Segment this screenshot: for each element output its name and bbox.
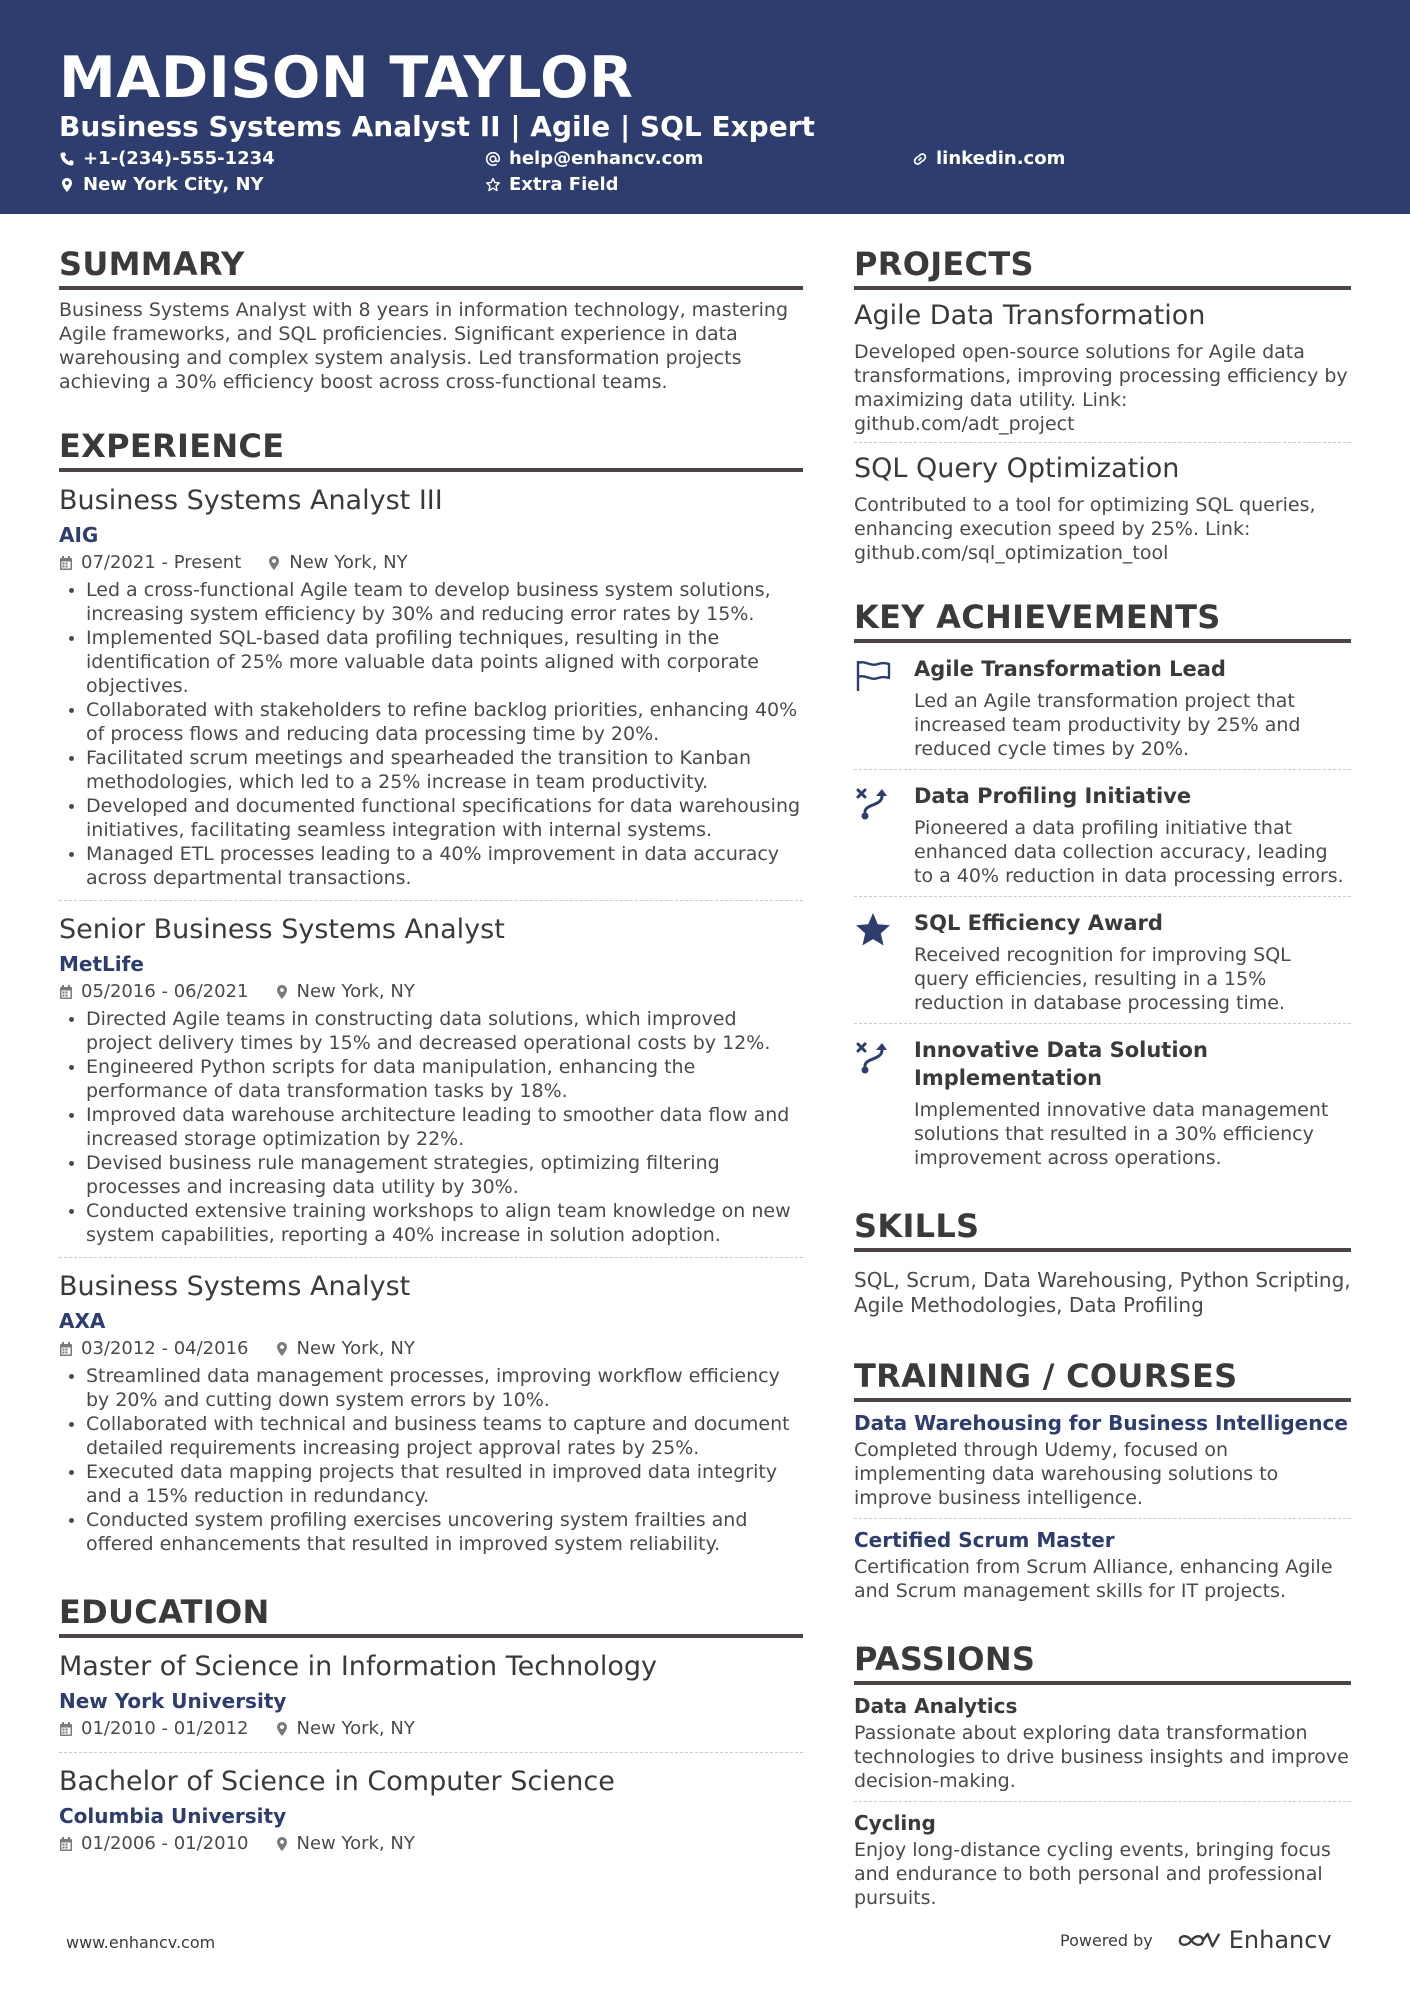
course-description: Completed through Udemy, focused on implementing data warehousing solutions to improve business intelligence.	[854, 1439, 1279, 1509]
location-text: New York City, NY	[83, 174, 264, 195]
degree-title: Bachelor of Science in Computer Science	[59, 1766, 615, 1797]
experience-heading: EXPERIENCE	[59, 426, 803, 472]
experience-list	[59, 472, 803, 1566]
job-bullet: Collaborated with technical and business teams to capture and document detailed requirements increasing project approval rates by 25%.	[59, 1412, 803, 1460]
experience-item	[59, 472, 803, 901]
education-section	[59, 1592, 803, 1867]
achievement-title: SQL Efficiency Award	[914, 911, 1163, 935]
achievements-section	[854, 597, 1351, 1178]
achievement-title: Data Profiling Initiative	[914, 784, 1192, 808]
linkedin-text: linkedin.com	[936, 148, 1066, 169]
location-pin-icon	[59, 177, 75, 193]
job-bullets	[59, 1007, 803, 1247]
education-location: New York, NY	[296, 1718, 415, 1739]
job-location: New York, NY	[289, 552, 408, 573]
job-bullet: Engineered Python scripts for data manipulation, enhancing the performance of data transformation tasks by 18%.	[59, 1055, 803, 1103]
footer-website[interactable]: www.enhancv.com	[66, 1933, 216, 1952]
passion-title: Cycling	[854, 1811, 936, 1835]
phone-icon	[59, 151, 75, 167]
achievement-description: Led an Agile transformation project that increased team productivity by 25% and reduced cycle times by 20%.	[914, 690, 1301, 760]
job-bullet: Facilitated scrum meetings and spearheaded the transition to Kanban methodologies, which led to a 25% increase in team productivity.	[59, 746, 803, 794]
job-bullet: Streamlined data management processes, improving workflow efficiency by 20% and cutting down system errors by 10%.	[59, 1364, 803, 1412]
experience-item	[59, 1258, 803, 1566]
training-section	[854, 1356, 1351, 1611]
email-text: help@enhancv.com	[509, 148, 704, 169]
education-meta	[59, 1716, 803, 1742]
route-icon	[854, 784, 892, 822]
job-title: Business Systems Analyst III	[59, 485, 443, 516]
summary-section	[59, 244, 803, 394]
contact-email[interactable]	[485, 147, 703, 171]
job-meta	[59, 979, 803, 1005]
job-location: New York, NY	[296, 981, 415, 1002]
location-pin-icon	[275, 1721, 289, 1737]
achievement-title: Innovative Data Solution Implementation	[914, 1038, 1208, 1090]
achievement-item	[854, 1024, 1351, 1178]
job-dates: 07/2021 - Present	[81, 552, 242, 573]
calendar-icon	[59, 984, 73, 1000]
project-item	[854, 443, 1351, 571]
extra-field-text: Extra Field	[509, 174, 619, 195]
job-dates: 05/2016 - 06/2021	[81, 981, 249, 1002]
job-bullet: Devised business rule management strategies, optimizing filtering processes and increasing data utility by 30%.	[59, 1151, 803, 1199]
course-item	[854, 1402, 1351, 1519]
achievement-description: Pioneered a data profiling initiative that enhanced data collection accuracy, leading to a 40% reduction in data processing errors.	[914, 817, 1344, 887]
projects-section	[854, 244, 1351, 571]
contact-linkedin[interactable]	[912, 147, 1065, 171]
job-meta	[59, 1336, 803, 1362]
brand-name: Enhancv	[1228, 1926, 1332, 1954]
passion-item	[854, 1802, 1351, 1918]
enhancv-logo-icon	[1177, 1929, 1223, 1952]
course-description: Certification from Scrum Alliance, enhancing Agile and Scrum management skills for IT projects.	[854, 1556, 1333, 1602]
project-description: Developed open-source solutions for Agile data transformations, improving processing efficiency by maximizing data utility. Link: github.com/adt_project	[854, 341, 1348, 435]
education-dates: 01/2010 - 01/2012	[81, 1718, 249, 1739]
job-title: Senior Business Systems Analyst	[59, 914, 505, 945]
job-bullet: Conducted system profiling exercises uncovering system frailties and offered enhancements that resulted in improved system reliability.	[59, 1508, 803, 1556]
footer-branding	[1060, 1926, 1332, 1954]
job-bullet: Executed data mapping projects that resulted in improved data integrity and a 15% reduction in redundancy.	[59, 1460, 803, 1508]
powered-by-text: Powered by	[1060, 1930, 1153, 1950]
project-description: Contributed to a tool for optimizing SQL queries, enhancing execution speed by 25%. Link: github.com/sql_optimization_tool	[854, 494, 1316, 564]
passion-title: Data Analytics	[854, 1694, 1018, 1718]
contact-extra	[485, 173, 619, 197]
project-title: SQL Query Optimization	[854, 453, 1180, 484]
location-pin-icon	[267, 555, 281, 571]
route-icon	[854, 1038, 892, 1076]
project-title: Agile Data Transformation	[854, 300, 1206, 331]
education-item	[59, 1753, 803, 1867]
company-name: AXA	[59, 1309, 106, 1333]
star-icon	[854, 911, 892, 949]
job-bullet: Conducted extensive training workshops to align team knowledge on new system capabilities, reporting a 40% increase in solution adoption.	[59, 1199, 803, 1247]
school-name: Columbia University	[59, 1804, 287, 1828]
job-bullets	[59, 578, 803, 890]
course-item	[854, 1519, 1351, 1611]
calendar-icon	[59, 1836, 73, 1852]
candidate-name: MADISON TAYLOR	[59, 45, 634, 111]
summary-text: Business Systems Analyst with 8 years in information technology, mastering Agile frameworks, and SQL proficiencies. Significant experience in data warehousing and complex system analysis. Led transformation projects achieving a 30% efficiency boost across cross-functional teams.	[59, 299, 789, 393]
location-pin-icon	[275, 984, 289, 1000]
course-title: Certified Scrum Master	[854, 1528, 1115, 1552]
passion-description: Passionate about exploring data transformation technologies to drive business insights and improve decision-making.	[854, 1722, 1349, 1792]
job-bullet: Developed and documented functional specifications for data warehousing initiatives, facilitating seamless integration with internal systems.	[59, 794, 803, 842]
at-icon	[485, 151, 501, 167]
skills-section	[854, 1206, 1351, 1318]
company-name: MetLife	[59, 952, 144, 976]
job-bullet: Directed Agile teams in constructing data solutions, which improved project delivery times by 15% and decreased operational costs by 12%.	[59, 1007, 803, 1055]
job-bullet: Collaborated with stakeholders to refine backlog priorities, enhancing 40% of process flows and reducing data processing time by 20%.	[59, 698, 803, 746]
location-pin-icon	[275, 1341, 289, 1357]
left-column	[59, 244, 803, 1899]
job-title: Business Systems Analyst	[59, 1271, 411, 1302]
enhancv-logo[interactable]	[1177, 1926, 1332, 1954]
projects-heading: PROJECTS	[854, 244, 1351, 290]
job-bullet: Managed ETL processes leading to a 40% improvement in data accuracy across departmental transactions.	[59, 842, 803, 890]
job-bullet: Led a cross-functional Agile team to develop business system solutions, increasing system efficiency by 30% and reducing error rates by 15%.	[59, 578, 803, 626]
passion-item	[854, 1685, 1351, 1802]
job-bullets	[59, 1364, 803, 1556]
passion-description: Enjoy long-distance cycling events, bringing focus and endurance to both personal and professional pursuits.	[854, 1839, 1331, 1909]
phone-text: +1-(234)-555-1234	[83, 148, 275, 169]
job-bullet: Improved data warehouse architecture leading to smoother data flow and increased storage optimization by 22%.	[59, 1103, 803, 1151]
right-column	[854, 244, 1351, 1950]
star-outline-icon	[485, 177, 501, 193]
degree-title: Master of Science in Information Technology	[59, 1651, 657, 1682]
education-item	[59, 1638, 803, 1753]
passions-section	[854, 1639, 1351, 1918]
achievement-description: Implemented innovative data management solutions that resulted in a 30% efficiency improvement across operations.	[914, 1099, 1329, 1169]
company-name: AIG	[59, 523, 99, 547]
education-location: New York, NY	[296, 1833, 415, 1854]
course-title: Data Warehousing for Business Intelligence	[854, 1411, 1348, 1435]
project-item	[854, 290, 1351, 443]
education-heading: EDUCATION	[59, 1592, 803, 1638]
achievement-title: Agile Transformation Lead	[914, 657, 1226, 681]
job-dates: 03/2012 - 04/2016	[81, 1338, 249, 1359]
summary-heading: SUMMARY	[59, 244, 803, 290]
education-dates: 01/2006 - 01/2010	[81, 1833, 249, 1854]
experience-item	[59, 901, 803, 1258]
flag-icon	[854, 657, 892, 695]
contact-location	[59, 173, 264, 197]
achievement-description: Received recognition for improving SQL query efficiencies, resulting in a 15% reduction in database processing time.	[914, 944, 1291, 1014]
calendar-icon	[59, 1721, 73, 1737]
achievements-heading: KEY ACHIEVEMENTS	[854, 597, 1351, 643]
contact-phone[interactable]	[59, 147, 275, 171]
calendar-icon	[59, 1341, 73, 1357]
experience-section	[59, 426, 803, 1566]
location-pin-icon	[275, 1836, 289, 1852]
job-bullet: Implemented SQL-based data profiling techniques, resulting in the identification of 25% more valuable data points aligned with corporate objectives.	[59, 626, 803, 698]
school-name: New York University	[59, 1689, 287, 1713]
calendar-icon	[59, 555, 73, 571]
training-heading: TRAINING / COURSES	[854, 1356, 1351, 1402]
education-meta	[59, 1831, 803, 1857]
link-icon	[912, 151, 928, 167]
achievement-item	[854, 770, 1351, 897]
job-meta	[59, 550, 803, 576]
resume-header	[0, 0, 1410, 214]
candidate-headline: Business Systems Analyst II | Agile | SQL Expert	[59, 110, 815, 143]
achievement-item	[854, 643, 1351, 770]
achievement-item	[854, 897, 1351, 1024]
passions-heading: PASSIONS	[854, 1639, 1351, 1685]
skills-heading: SKILLS	[854, 1206, 1351, 1252]
skills-list: SQL, Scrum, Data Warehousing, Python Scripting, Agile Methodologies, Data Profiling	[854, 1268, 1351, 1317]
job-location: New York, NY	[296, 1338, 415, 1359]
